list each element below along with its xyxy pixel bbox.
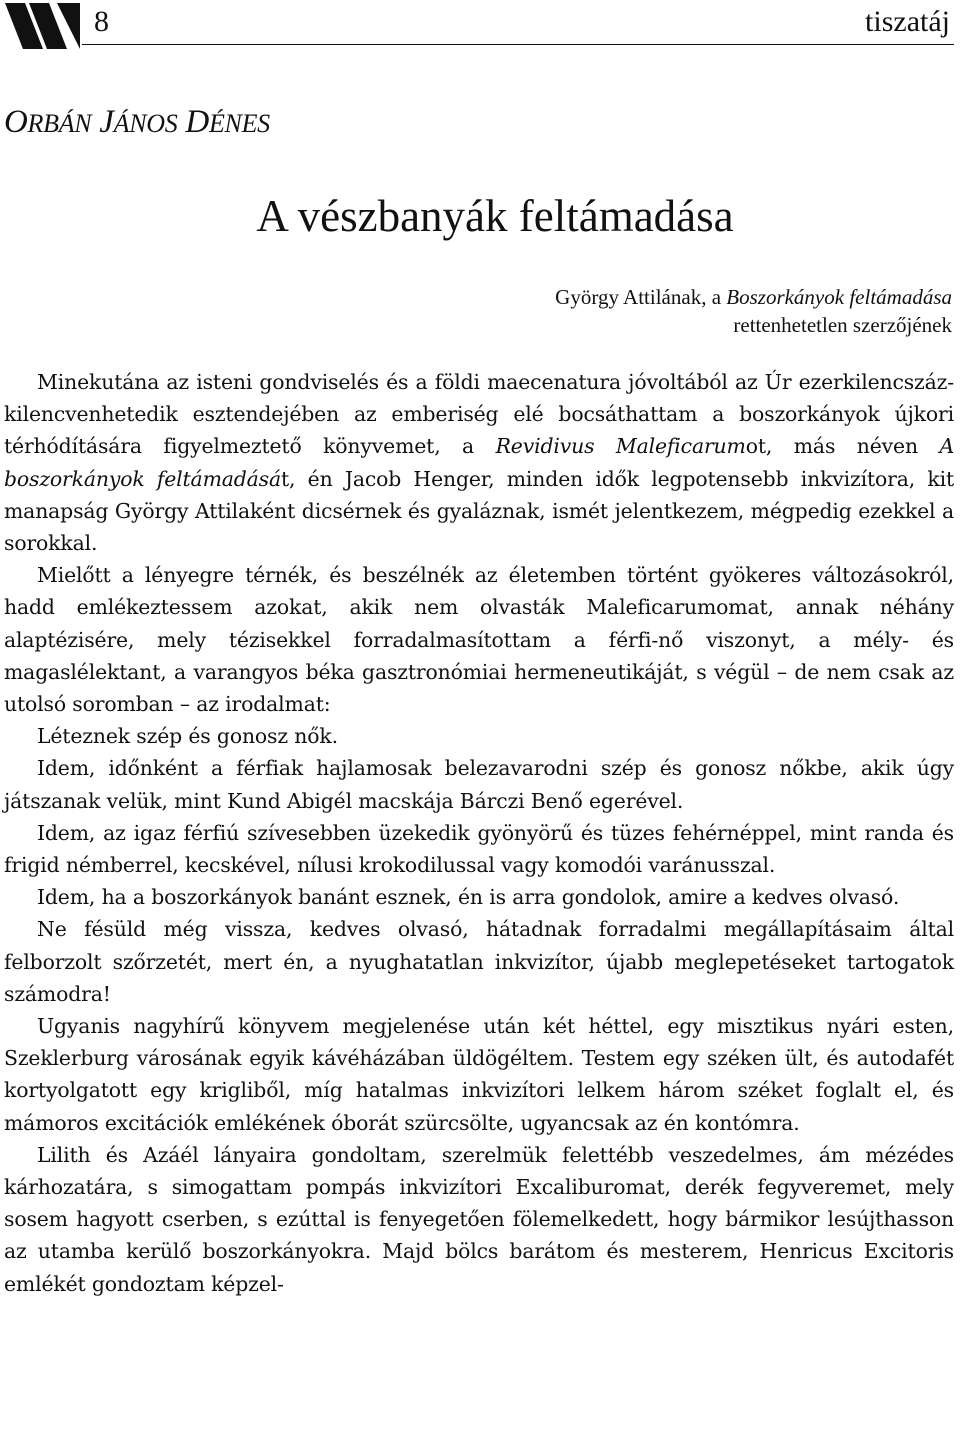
author-first-rest: RBÁN	[27, 109, 92, 138]
article-author	[4, 100, 270, 146]
author-first-initial: O	[4, 104, 28, 140]
article-body	[4, 366, 954, 1300]
header-rule	[82, 44, 954, 45]
author-last-initial: D	[185, 104, 209, 140]
paragraph-6: Idem, ha a boszorkányok banánt esznek, én is arra gondolok, amire a kedves olvasó.	[37, 885, 900, 910]
book-title-feltamadasa: A boszorkányok feltámadásá	[4, 434, 955, 491]
author-middle-rest: ÁNOS	[113, 109, 178, 138]
dedication-line-1	[555, 283, 952, 311]
dedication	[555, 283, 952, 339]
journal-logo-icon	[5, 3, 80, 49]
author-last-rest: ÉNES	[208, 109, 270, 138]
paragraph-4: Idem, időnként a férfiak hajlamosak belezavarodni szép és gonosz nőkbe, akik úgy játszanak velük, mint Kund Abigél macskája Bárczi Benő egerével.	[4, 756, 954, 813]
page-header	[0, 0, 960, 52]
journal-name: tiszatáj	[865, 5, 950, 38]
dedication-text: György Attilának, a	[555, 285, 727, 309]
paragraph-9: Lilith és Azáél lányaira gondoltam, szerelmük felettébb veszedelmes, ám mézédes kárhozatára, s simogattam pompás inkvizítori Excaliburomat, derék fegyveremet, mely sosem hagyott cserben, s ezúttal is fenyegetően fölemelkedett, hogy bármikor lesújthasson az utamba kerülő boszorkányokra. Majd bölcs barátom és mesterem, Henricus Excitoris emlékét gondoztam képzel-	[4, 1142, 954, 1296]
paragraph-1-text-c: t, én Jacob Henger, minden idők legpotensebb inkvizítora, kit manapság György Attilaként dicsérnek és gyaláznak, ismét jelentkezem, mégpedig ezekkel a sorokkal.	[4, 466, 954, 556]
paragraph-1-text-a: Minekutána az isteni gondviselés és a földi maecenatura jóvoltából az Úr ezerkilencszáz-kilencvenhetedik esztendejében az emberiség elé bocsáthattam a boszorkányok újkori térhódítására figyelmeztető könyvemet, a	[4, 370, 954, 459]
book-title-revidivus: Revidivus Maleficarum	[495, 434, 746, 459]
paragraph-1	[4, 366, 954, 559]
paragraph-1-text-b: ot, más néven	[745, 434, 940, 459]
paragraph-2: Mielőtt a lényegre térnék, és beszélnék az életemben történt gyökeres változásokról, hadd emlékeztessem azokat, akik nem olvasták Maleficarumomat, annak néhány alaptézisére, mely tézisekkel forradalmasítottam a férfi-nő viszonyt, a mély- és magaslélektant, a varangyos béka gasztronómiai hermeneutikáját, s végül – de nem csak az utolsó soromban – az irodalmat:	[4, 563, 954, 717]
dedication-book-title: Boszorkányok feltámadása	[726, 285, 952, 309]
author-middle-initial: J	[99, 104, 114, 140]
dedication-line-2: rettenhetetlen szerzőjének	[733, 313, 952, 337]
article-title: A vészbanyák feltámadása	[256, 191, 734, 241]
paragraph-7: Ne fésüld még vissza, kedves olvasó, hátadnak forradalmi megállapításaim által felborzolt szőrzetét, mert én, a nyughatatlan inkvizítor, újabb meglepetéseket tartogatok számodra!	[4, 917, 954, 1006]
page-number: 8	[94, 5, 109, 38]
paragraph-3: Léteznek szép és gonosz nők.	[37, 724, 338, 749]
paragraph-8: Ugyanis nagyhírű könyvem megjelenése után két héttel, egy misztikus nyári esten, Szeklerburg városának egyik kávéházában üldögéltem. Testem egy széken ült, és autodafét kortyolgatott egy krigliből, míg hatalmas inkvizítori lelkem három széket foglalt el, és mámoros excitációk emlékének óborát szürcsölte, ugyancsak az én kontómra.	[4, 1014, 954, 1135]
paragraph-5: Idem, az igaz férfiú szívesebben üzekedik gyönyörű és tüzes fehérnéppel, mint randa és frigid némberrel, kecskével, nílusi krokodilussal vagy komodói varánusszal.	[4, 820, 954, 878]
